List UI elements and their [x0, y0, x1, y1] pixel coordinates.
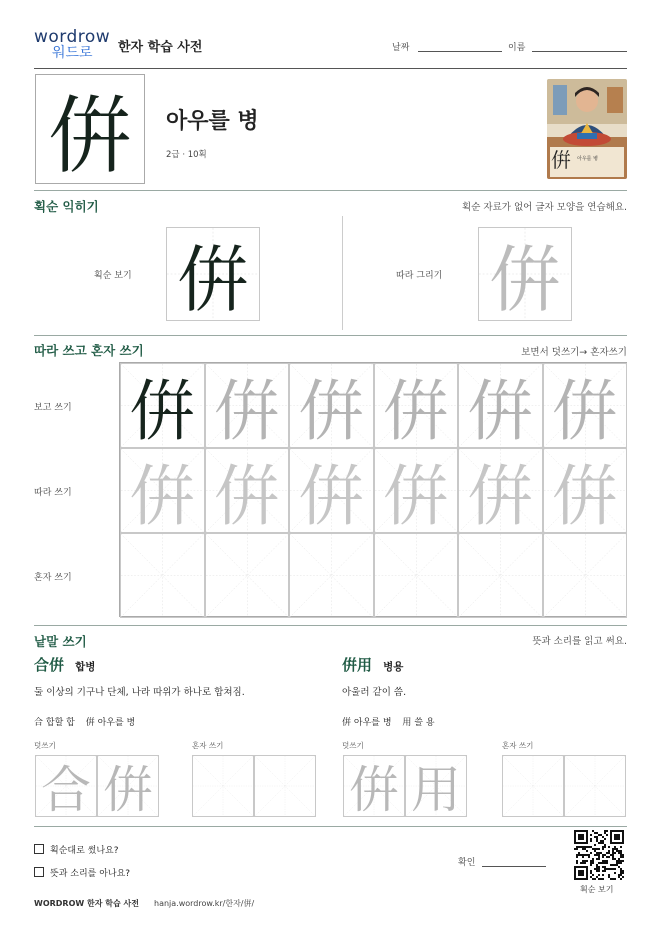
row-label-alone: 혼자 쓰기: [34, 573, 72, 583]
guide-lines: [375, 534, 458, 617]
stroke-view-character: 倂: [176, 238, 249, 321]
qr-code-icon[interactable]: [574, 830, 624, 880]
practice-cell[interactable]: [120, 533, 205, 618]
word2-trace-label: 덧쓰기: [342, 741, 364, 750]
word2-hanja: 倂用: [342, 656, 373, 674]
footer-url: hanja.wordrow.kr/한자/倂/: [154, 899, 255, 908]
illustration-image: [547, 79, 627, 179]
practice-character: 倂: [551, 458, 618, 533]
check2-label: 뜻과 소리를 아나요?: [50, 869, 131, 879]
stroke-view-label: 획순 보기: [94, 271, 132, 281]
words-section-note: 뜻과 소리를 읽고 써요.: [532, 636, 627, 647]
hero-meta: 2급 · 10획: [166, 150, 207, 160]
row-label-trace: 따라 쓰기: [34, 488, 72, 498]
word1-trace-label: 덧쓰기: [34, 741, 56, 750]
guide-lines: [255, 756, 315, 816]
hero-meaning: 아우를 병: [166, 109, 259, 134]
practice-section-note: 보면서 덧쓰기→ 혼자쓰기: [521, 347, 627, 358]
word1-char2-meaning: 아우를 병: [97, 718, 136, 728]
practice-cell[interactable]: [458, 363, 543, 448]
practice-character: 倂: [551, 373, 618, 448]
practice-cell[interactable]: [205, 448, 290, 533]
practice-character: 倂: [382, 373, 449, 448]
practice-cell[interactable]: [374, 448, 459, 533]
word1: [34, 654, 95, 675]
confirm-field[interactable]: [482, 866, 546, 867]
row-label-see: 보고 쓰기: [34, 403, 72, 413]
word1-alone-label: 혼자 쓰기: [192, 741, 224, 750]
practice-character: 用: [411, 761, 461, 817]
checkbox-icon[interactable]: [34, 844, 44, 854]
practice-cell[interactable]: [374, 363, 459, 448]
guide-lines: [544, 534, 627, 617]
hero-divider: [34, 190, 627, 191]
stroke-section-title: 획순 익히기: [34, 199, 99, 214]
word1-trace-box-2[interactable]: [97, 755, 159, 817]
stroke-trace-box[interactable]: [478, 227, 572, 321]
practice-character: 倂: [349, 761, 399, 817]
hero-character-box: [35, 74, 145, 184]
word2-alone-label: 혼자 쓰기: [502, 741, 534, 750]
checklist-item-meaning[interactable]: [34, 866, 130, 879]
header-divider: [34, 68, 627, 69]
check1-label: 획순대로 썼나요?: [50, 846, 119, 856]
practice-character: 倂: [129, 373, 196, 448]
practice-grid: [119, 362, 627, 617]
word2-reading: 병용: [383, 661, 404, 673]
word1-char1: 合: [34, 718, 44, 728]
practice-character: 倂: [103, 761, 153, 817]
qr-label: 획순 보기: [580, 885, 614, 894]
practice-cell[interactable]: [543, 448, 628, 533]
practice-cell[interactable]: [458, 448, 543, 533]
logo-korean: 워드로: [52, 45, 93, 61]
guide-lines: [193, 756, 253, 816]
word1-definition: 둘 이상의 기구나 단체, 나라 따위가 하나로 합쳐짐.: [34, 687, 245, 698]
guide-lines: [290, 534, 373, 617]
guide-lines: [121, 534, 204, 617]
guide-lines: [459, 534, 542, 617]
practice-character: 倂: [382, 458, 449, 533]
word1-char-meanings: [34, 715, 135, 728]
guide-lines: [503, 756, 563, 816]
confirm-label: 확인: [458, 858, 476, 868]
word1-hanja: 合倂: [34, 656, 65, 674]
practice-character: 倂: [213, 458, 280, 533]
practice-character: 倂: [298, 458, 365, 533]
stroke-trace-character: 倂: [488, 238, 561, 321]
name-label: 이름: [508, 43, 526, 53]
practice-cell[interactable]: [289, 533, 374, 618]
date-field[interactable]: [418, 51, 502, 52]
practice-cell[interactable]: [205, 533, 290, 618]
practice-cell[interactable]: [289, 448, 374, 533]
word1-alone-box-1[interactable]: [192, 755, 254, 817]
stroke-view-box: [166, 227, 260, 321]
word2: [342, 654, 403, 675]
words-divider: [34, 826, 627, 827]
word1-reading: 합병: [75, 661, 96, 673]
practice-cell[interactable]: [374, 533, 459, 618]
stroke-section-note: 획순 자료가 없어 글자 모양을 연습해요.: [462, 202, 627, 213]
word1-trace-box-1[interactable]: [35, 755, 97, 817]
practice-cell[interactable]: [205, 363, 290, 448]
name-field[interactable]: [532, 51, 627, 52]
practice-cell[interactable]: [458, 533, 543, 618]
practice-character: 倂: [467, 373, 534, 448]
stroke-section-split: [342, 216, 343, 330]
word2-char1: 倂: [342, 718, 352, 728]
word2-alone-box-1[interactable]: [502, 755, 564, 817]
checkbox-icon[interactable]: [34, 867, 44, 877]
practice-character: 倂: [467, 458, 534, 533]
word2-char1-meaning: 아우를 병: [353, 718, 392, 728]
practice-cell[interactable]: [543, 363, 628, 448]
word2-trace-box-2[interactable]: [405, 755, 467, 817]
word1-char2: 倂: [85, 718, 95, 728]
logo: [34, 28, 114, 64]
practice-cell: [120, 363, 205, 448]
practice-character: 倂: [213, 373, 280, 448]
illustration-caption-text: 아우를 병: [577, 156, 598, 162]
date-label: 날짜: [392, 43, 410, 53]
footer-brand: WORDROW 한자 학습 사전: [34, 899, 139, 908]
checklist-item-stroke[interactable]: [34, 843, 119, 856]
word2-definition: 아울러 같이 씀.: [342, 687, 407, 698]
hero-character: 倂: [47, 86, 132, 184]
practice-character: 倂: [129, 458, 196, 533]
word2-alone-box-2[interactable]: [564, 755, 626, 817]
illustration-caption-char: 倂: [551, 148, 571, 172]
word1-alone-box-2[interactable]: [254, 755, 316, 817]
page-title: 한자 학습 사전: [118, 40, 203, 55]
stroke-divider: [34, 335, 627, 336]
words-section-title: 낱말 쓰기: [34, 634, 87, 649]
practice-divider: [34, 625, 627, 626]
word2-char2-meaning: 쓸 용: [414, 718, 435, 728]
word2-char2: 用: [402, 718, 412, 728]
practice-cell[interactable]: [120, 448, 205, 533]
practice-cell[interactable]: [289, 363, 374, 448]
word2-char-meanings: [342, 715, 435, 728]
stroke-trace-label: 따라 그리기: [396, 271, 443, 281]
word2-trace-box-1[interactable]: [343, 755, 405, 817]
guide-lines: [206, 534, 289, 617]
word1-char1-meaning: 합할 합: [45, 718, 75, 728]
guide-lines: [565, 756, 625, 816]
practice-character: 倂: [298, 373, 365, 448]
practice-cell[interactable]: [543, 533, 628, 618]
logo-wordmark: wordrow: [34, 27, 111, 47]
practice-section-title: 따라 쓰고 혼자 쓰기: [34, 343, 144, 358]
practice-character: 合: [41, 761, 91, 817]
